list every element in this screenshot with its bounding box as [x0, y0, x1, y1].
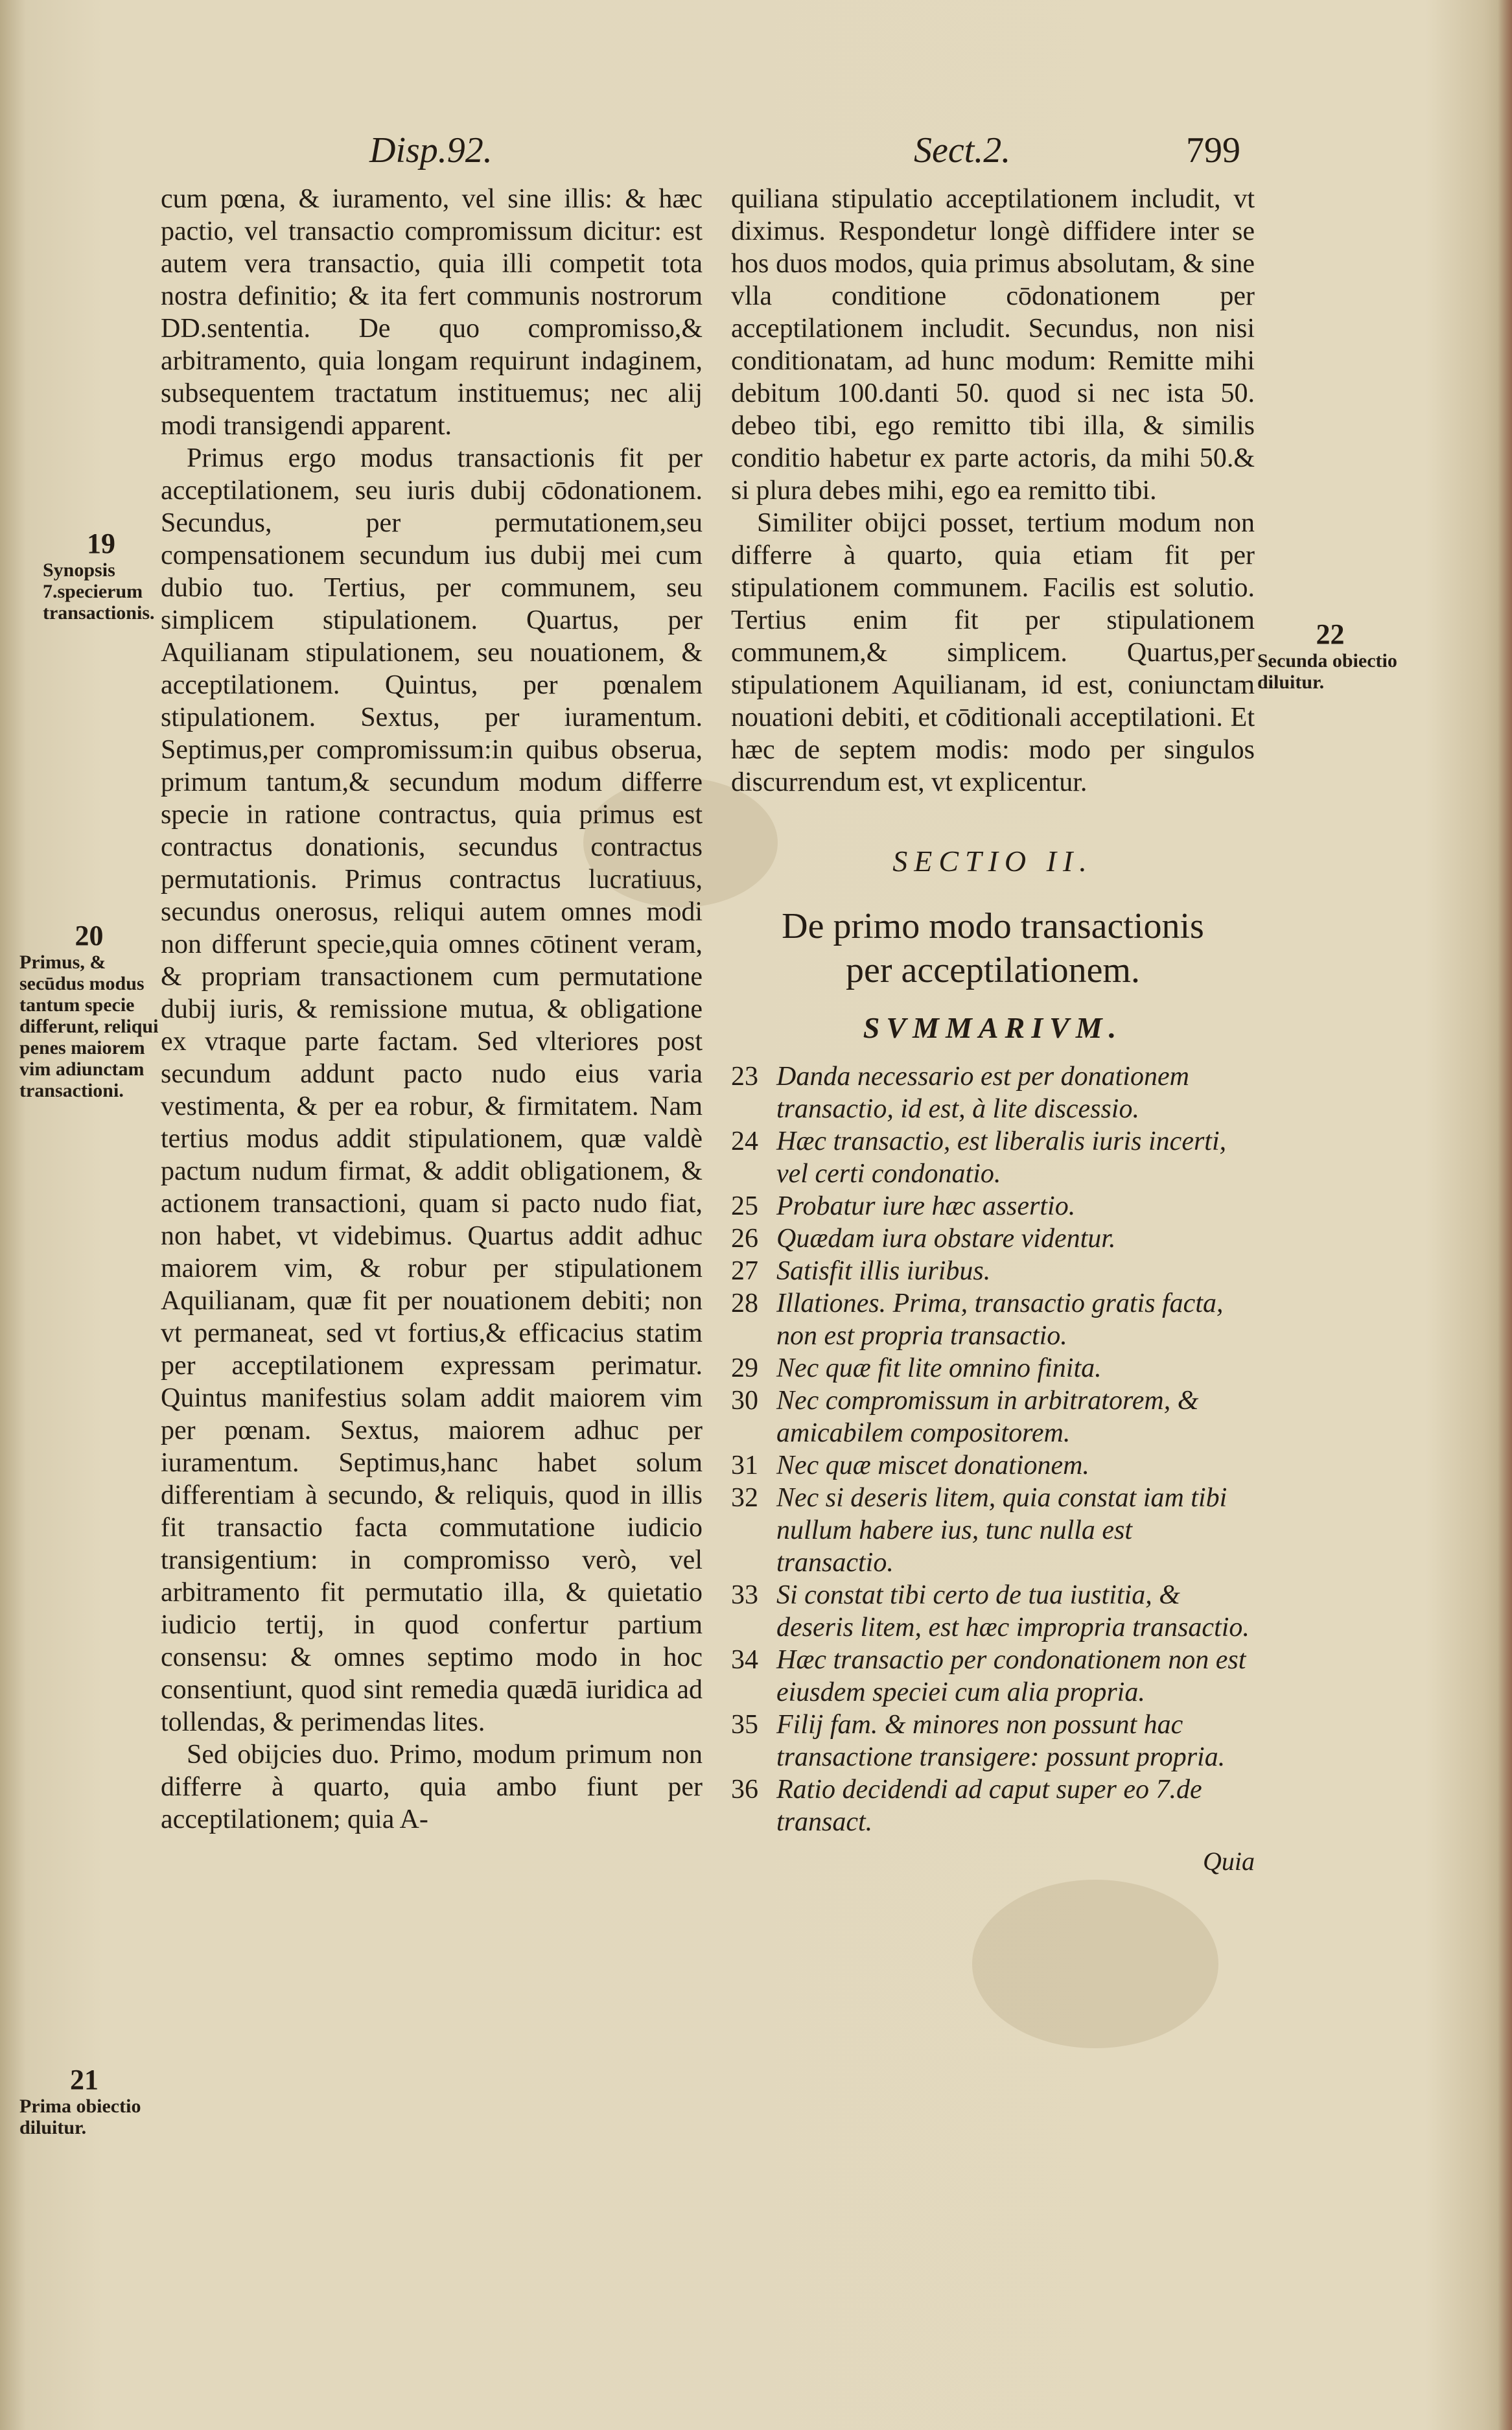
paragraph: Similiter obijci posset, tertium modum non differre à quarto, quia etiam fit per stipulationem communem. Facilis est solutio. Tertius enim fit per stipulationem communem,& simplicem. Quartus,per stipulationem Aquilianam, id est, coniunctam nouationi debiti, et cōditionali acceptilationi. Et hæc de septem modis: modo per singulos discurrendum est, vt explicentur. [731, 508, 1255, 797]
right-text-column [731, 183, 1255, 1876]
margin-note-19: 19 Synopsis 7.specierum transactionis. [43, 528, 155, 624]
summary-item: 23 Danda necessario est per donationem transactio, id est, à lite discessio. [731, 1062, 1189, 1124]
paragraph: Sed obijcies duo. Primo, modum primum non differre à quarto, quia ambo fiunt per acceptilationem; quia A- [161, 1740, 703, 1834]
summary-item: 30 Nec compromissum in arbitratorem, & amicabilem compositorem. [731, 1386, 1199, 1448]
catchword: Quia [1203, 1847, 1255, 1876]
left-text-column [161, 183, 703, 1836]
summary-item: 26 Quædam iura obstare videntur. [731, 1224, 1116, 1254]
paper-stain [972, 1880, 1218, 2048]
summary-item: 27 Satisfit illis iuribus. [731, 1256, 991, 1286]
summary-item: 31 Nec quæ miscet donationem. [731, 1451, 1089, 1480]
paragraph: Primus ergo modus transactionis fit per acceptilationem, seu iuris dubij cōdonationem. Secundus, per permutationem,seu compensationem secundum ius dubij mei cum dubio tuo. Tertius, per communem, seu simplicem stipulationem. Quartus, per Aquilianam stipulationem, seu nouationem, & acceptilationem. Quintus, per pœnalem stipulationem. Sextus, per iuramentum. Septimus,per compromissum:in quibus obserua, primum tantum,& secundum modum differre specie in ratione contractus, quia primus est contractus donationis, secundus contractus permutationis. Primus contractus lucratiuus, secundus onerosus, reliqui autem omnes modi non differunt specie,quia omnes cōtinent veram, & propriam transactionem cum permutatione dubij iuris, & remissione mutua, & obligatione ex vtraque parte factam. Sed vlteriores post secundum addunt pacto nudo eius varia vestimenta, & per ea robur, & firmitatem. Nam tertius modus addit stipulationem, quæ valdè pactum nudum firmat, & addit obligationem, & actionem transactioni, quam si pacto nudo fiat, non habet, vt videbimus. Quartus addit adhuc maiorem vim, & robur per stipulationem Aquilianam, quæ fit per nouationem debiti; non vt permaneat, sed vt fortius,& efficacius statim per acceptilationem expressam perimatur. Quintus manifestius solam addit maiorem vim per pœnam. Sextus, maiorem adhuc per iuramentum. Septimus,hanc habet solum differentiam à secundo, & reliquis, quod in illis fit transactio facta commutatione iudicio transigentium: in compromisso verò, vel arbitramento fit permutatio illa, & quietatio iudicio tertij, in quod confertur partium consensu: & omnes septimo modo in hoc consentiunt, quod sint remedia quædā iuridica ad tollendas, & perimendas lites. [161, 443, 703, 1737]
header-sectio: Sect.2. [914, 130, 1011, 170]
summary-item: 24 Hæc transactio, est liberalis iuris incerti, vel certi condonatio. [731, 1127, 1227, 1189]
margin-note-20: 20 Primus, & secūdus modus tantum specie differunt, reliqui penes maiorem vim adiunctam transactioni. [19, 920, 159, 1101]
section-title: De primo modo transactionis per acceptilationem. [782, 906, 1204, 990]
summary-item: 33 Si constat tibi certo de tua iustitia, & deseris litem, est hæc impropria transactio. [731, 1580, 1250, 1642]
summary-item: 35 Filij fam. & minores non possunt hac transactione transigere: possunt propria. [731, 1710, 1226, 1772]
header-disputatio: Disp.92. [369, 130, 493, 170]
summary-item: 36 Ratio decidendi ad caput super eo 7.de transact. [731, 1775, 1202, 1837]
summary-item: 28 Illationes. Prima, transactio gratis facta, non est propria transactio. [731, 1289, 1224, 1351]
summary-item: 34 Hæc transactio per condonationem non est eiusdem speciei cum alia propria. [731, 1645, 1246, 1707]
running-header [162, 130, 1264, 188]
summary-heading: SVMMARIVM. [863, 1011, 1123, 1044]
margin-note-21: 21 Prima obiectio diluitur. [19, 2064, 141, 2138]
paragraph: cum pœna, & iuramento, vel sine illis: & hæc pactio, vel transactio compromissum dicitur: est autem vera transactio, quia illi competit tota nostra definitio; & ita fert communis nostrorum DD.sententia. De quo compromisso,& arbitramento, quia longam requirunt indaginem, subsequentem tractatum instituemus; nec alij modi transigendi apparent. [161, 184, 703, 441]
summary-item: 29 Nec quæ fit lite omnino finita. [731, 1353, 1102, 1383]
page-edge-shade [1498, 0, 1512, 2430]
summary-item: 32 Nec si deseris litem, quia constat iam tibi nullum habere ius, tunc nulla est transactio. [731, 1483, 1227, 1578]
summary-item: 25 Probatur iure hæc assertio. [731, 1191, 1076, 1221]
margin-note-22: 22 Secunda obiectio diluitur. [1257, 618, 1397, 693]
page-number: 799 [1186, 130, 1240, 170]
section-label: SECTIO II. [892, 845, 1093, 878]
paragraph: quiliana stipulatio acceptilationem includit, vt diximus. Respondetur longè diffidere inter se hos duos modos, quia primus absolutam, & sine vlla conditione cōdonationem per acceptilationem includit. Secundus, non nisi conditionatam, ad hunc modum: Remitte mihi debitum 100.danti 50. quod si nec ista 50. debeo tibi, ego remitto tibi illa, & similis conditio habetur ex parte actoris, da mihi 50.& si plura debes mihi, ego ea remitto tibi. [731, 184, 1255, 506]
summary-list [731, 1060, 1255, 1838]
